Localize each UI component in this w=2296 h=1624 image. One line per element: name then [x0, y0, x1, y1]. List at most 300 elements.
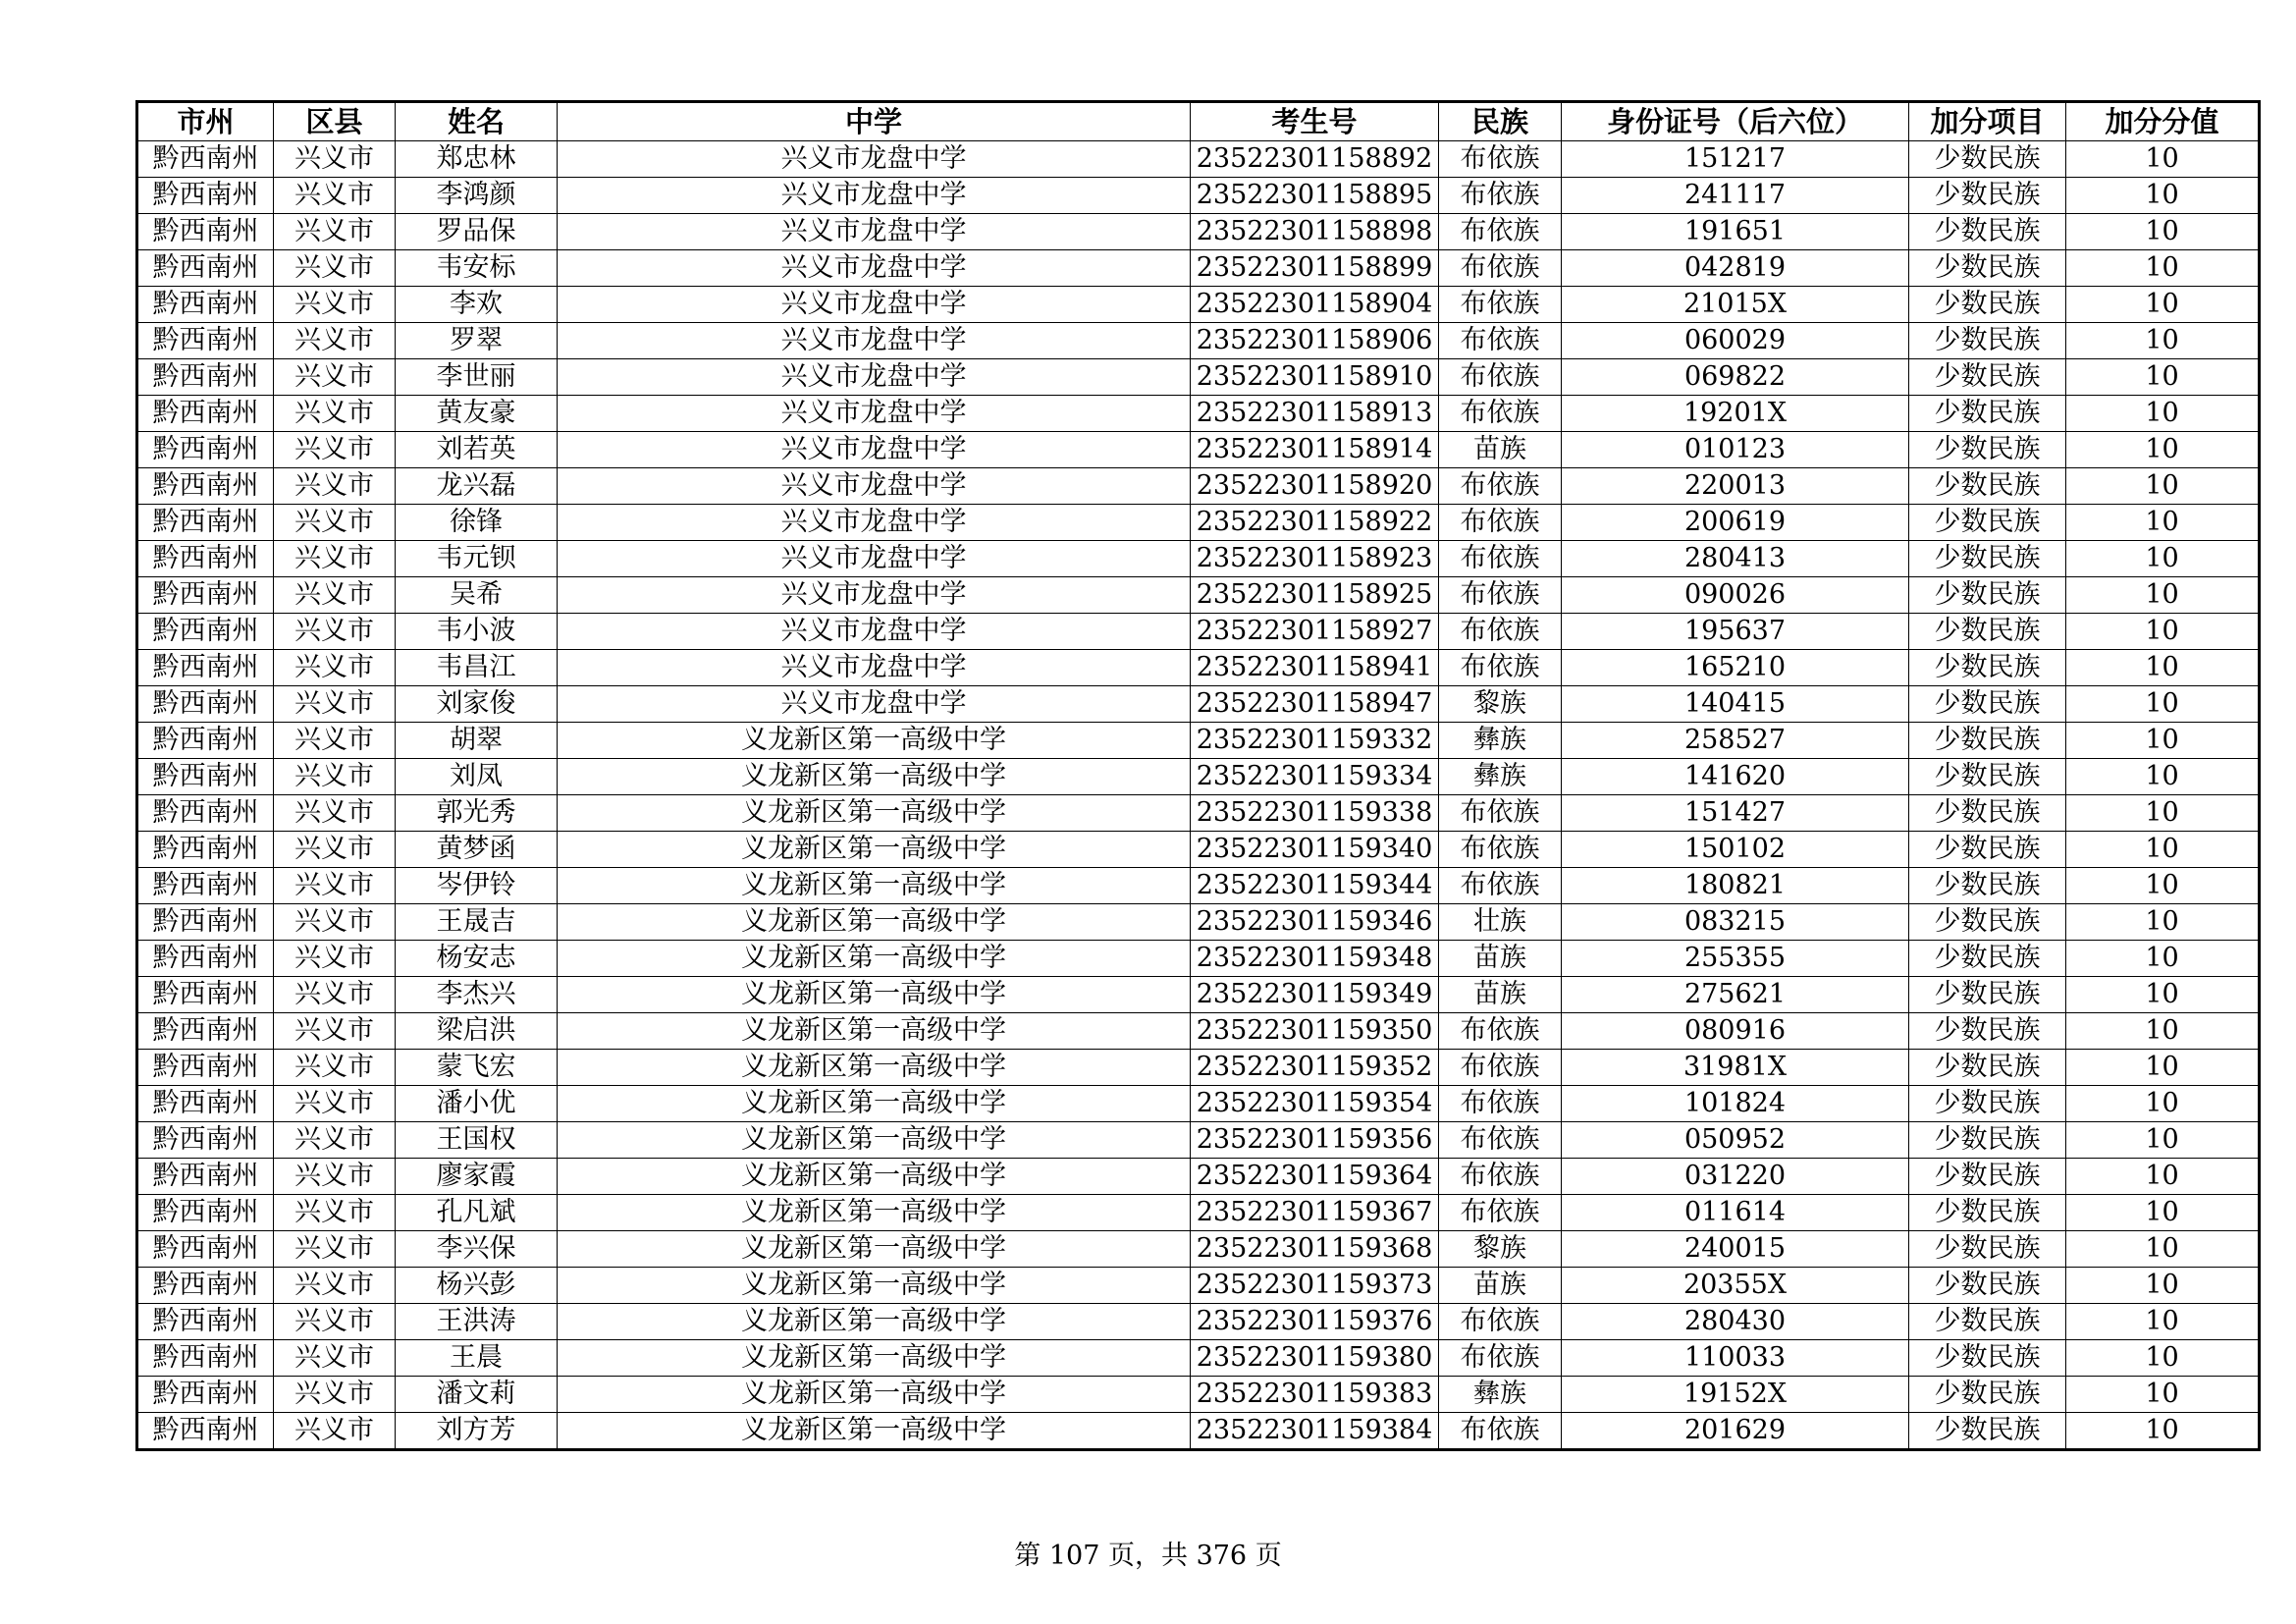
- cell-ethnicity: 布依族: [1439, 868, 1562, 904]
- cell-school: 义龙新区第一高级中学: [558, 1013, 1191, 1050]
- cell-bonus-value: 10: [2066, 141, 2260, 178]
- cell-bonus-item: 少数民族: [1909, 868, 2066, 904]
- cell-school: 兴义市龙盘中学: [558, 468, 1191, 505]
- cell-exam-number: 23522301158892: [1191, 141, 1439, 178]
- cell-name: 韦安标: [396, 250, 558, 287]
- cell-id-last-six: 080916: [1562, 1013, 1909, 1050]
- cell-school: 义龙新区第一高级中学: [558, 868, 1191, 904]
- cell-ethnicity: 布依族: [1439, 141, 1562, 178]
- cell-ethnicity: 彝族: [1439, 759, 1562, 795]
- cell-county: 兴义市: [274, 1195, 396, 1231]
- cell-bonus-item: 少数民族: [1909, 396, 2066, 432]
- table-row: [137, 1304, 2260, 1340]
- cell-school: 兴义市龙盘中学: [558, 505, 1191, 541]
- cell-school: 兴义市龙盘中学: [558, 432, 1191, 468]
- cell-school: 义龙新区第一高级中学: [558, 1304, 1191, 1340]
- cell-id-last-six: 31981X: [1562, 1050, 1909, 1086]
- cell-bonus-item: 少数民族: [1909, 1195, 2066, 1231]
- cell-bonus-item: 少数民族: [1909, 1231, 2066, 1268]
- table-row: [137, 505, 2260, 541]
- cell-city: 黔西南州: [137, 577, 274, 614]
- cell-city: 黔西南州: [137, 396, 274, 432]
- cell-bonus-value: 10: [2066, 977, 2260, 1013]
- table-row: [137, 941, 2260, 977]
- cell-id-last-six: 011614: [1562, 1195, 1909, 1231]
- cell-county: 兴义市: [274, 1377, 396, 1413]
- cell-name: 蒙飞宏: [396, 1050, 558, 1086]
- cell-id-last-six: 050952: [1562, 1122, 1909, 1159]
- cell-ethnicity: 布依族: [1439, 1013, 1562, 1050]
- cell-bonus-value: 10: [2066, 359, 2260, 396]
- cell-city: 黔西南州: [137, 432, 274, 468]
- cell-school: 义龙新区第一高级中学: [558, 759, 1191, 795]
- cell-county: 兴义市: [274, 832, 396, 868]
- cell-exam-number: 23522301159364: [1191, 1159, 1439, 1195]
- cell-county: 兴义市: [274, 577, 396, 614]
- table-row: [137, 432, 2260, 468]
- cell-id-last-six: 20355X: [1562, 1268, 1909, 1304]
- cell-exam-number: 23522301158922: [1191, 505, 1439, 541]
- cell-school: 义龙新区第一高级中学: [558, 977, 1191, 1013]
- cell-ethnicity: 布依族: [1439, 1195, 1562, 1231]
- cell-exam-number: 23522301158925: [1191, 577, 1439, 614]
- cell-ethnicity: 布依族: [1439, 1122, 1562, 1159]
- cell-city: 黔西南州: [137, 977, 274, 1013]
- table-row: [137, 359, 2260, 396]
- cell-bonus-value: 10: [2066, 1413, 2260, 1450]
- header-bonus-item: 加分项目: [1909, 102, 2066, 141]
- cell-exam-number: 23522301159346: [1191, 904, 1439, 941]
- cell-county: 兴义市: [274, 1122, 396, 1159]
- table-row: [137, 1159, 2260, 1195]
- cell-school: 兴义市龙盘中学: [558, 577, 1191, 614]
- cell-exam-number: 23522301159352: [1191, 1050, 1439, 1086]
- cell-id-last-six: 031220: [1562, 1159, 1909, 1195]
- cell-name: 韦昌江: [396, 650, 558, 686]
- cell-name: 罗翠: [396, 323, 558, 359]
- cell-name: 岑伊铃: [396, 868, 558, 904]
- cell-name: 郑忠林: [396, 141, 558, 178]
- cell-ethnicity: 布依族: [1439, 323, 1562, 359]
- cell-school: 兴义市龙盘中学: [558, 141, 1191, 178]
- cell-bonus-item: 少数民族: [1909, 977, 2066, 1013]
- cell-bonus-item: 少数民族: [1909, 759, 2066, 795]
- cell-ethnicity: 布依族: [1439, 287, 1562, 323]
- table-row: [137, 1050, 2260, 1086]
- cell-ethnicity: 布依族: [1439, 505, 1562, 541]
- cell-ethnicity: 布依族: [1439, 468, 1562, 505]
- cell-id-last-six: 275621: [1562, 977, 1909, 1013]
- cell-id-last-six: 010123: [1562, 432, 1909, 468]
- cell-bonus-item: 少数民族: [1909, 1086, 2066, 1122]
- cell-city: 黔西南州: [137, 941, 274, 977]
- cell-school: 兴义市龙盘中学: [558, 359, 1191, 396]
- cell-ethnicity: 布依族: [1439, 214, 1562, 250]
- cell-county: 兴义市: [274, 141, 396, 178]
- cell-bonus-item: 少数民族: [1909, 795, 2066, 832]
- table-row: [137, 1195, 2260, 1231]
- cell-ethnicity: 壮族: [1439, 904, 1562, 941]
- cell-county: 兴义市: [274, 1413, 396, 1450]
- cell-bonus-item: 少数民族: [1909, 941, 2066, 977]
- table-row: [137, 541, 2260, 577]
- cell-county: 兴义市: [274, 904, 396, 941]
- cell-bonus-value: 10: [2066, 614, 2260, 650]
- table-row: [137, 396, 2260, 432]
- cell-bonus-value: 10: [2066, 323, 2260, 359]
- cell-county: 兴义市: [274, 468, 396, 505]
- cell-city: 黔西南州: [137, 468, 274, 505]
- cell-bonus-item: 少数民族: [1909, 250, 2066, 287]
- cell-school: 兴义市龙盘中学: [558, 396, 1191, 432]
- table-row: [137, 759, 2260, 795]
- cell-school: 义龙新区第一高级中学: [558, 832, 1191, 868]
- cell-ethnicity: 苗族: [1439, 432, 1562, 468]
- cell-school: 兴义市龙盘中学: [558, 323, 1191, 359]
- cell-name: 李欢: [396, 287, 558, 323]
- cell-city: 黔西南州: [137, 650, 274, 686]
- cell-name: 罗品保: [396, 214, 558, 250]
- cell-name: 黄梦函: [396, 832, 558, 868]
- cell-city: 黔西南州: [137, 868, 274, 904]
- cell-county: 兴义市: [274, 432, 396, 468]
- cell-city: 黔西南州: [137, 1304, 274, 1340]
- cell-name: 潘小优: [396, 1086, 558, 1122]
- cell-ethnicity: 布依族: [1439, 795, 1562, 832]
- cell-city: 黔西南州: [137, 1050, 274, 1086]
- cell-exam-number: 23522301159368: [1191, 1231, 1439, 1268]
- cell-school: 义龙新区第一高级中学: [558, 795, 1191, 832]
- cell-id-last-six: 069822: [1562, 359, 1909, 396]
- cell-school: 义龙新区第一高级中学: [558, 1122, 1191, 1159]
- cell-exam-number: 23522301159340: [1191, 832, 1439, 868]
- cell-city: 黔西南州: [137, 832, 274, 868]
- cell-bonus-item: 少数民族: [1909, 505, 2066, 541]
- cell-exam-number: 23522301158920: [1191, 468, 1439, 505]
- cell-exam-number: 23522301159384: [1191, 1413, 1439, 1450]
- cell-bonus-value: 10: [2066, 505, 2260, 541]
- cell-name: 刘凤: [396, 759, 558, 795]
- cell-bonus-item: 少数民族: [1909, 1413, 2066, 1450]
- cell-name: 杨安志: [396, 941, 558, 977]
- cell-name: 郭光秀: [396, 795, 558, 832]
- cell-name: 胡翠: [396, 723, 558, 759]
- cell-name: 王洪涛: [396, 1304, 558, 1340]
- cell-bonus-value: 10: [2066, 1195, 2260, 1231]
- cell-bonus-item: 少数民族: [1909, 577, 2066, 614]
- cell-ethnicity: 布依族: [1439, 614, 1562, 650]
- cell-bonus-item: 少数民族: [1909, 686, 2066, 723]
- cell-bonus-value: 10: [2066, 686, 2260, 723]
- cell-county: 兴义市: [274, 868, 396, 904]
- cell-ethnicity: 布依族: [1439, 1086, 1562, 1122]
- cell-id-last-six: 042819: [1562, 250, 1909, 287]
- cell-county: 兴义市: [274, 505, 396, 541]
- table-row: [137, 723, 2260, 759]
- table-row: [137, 614, 2260, 650]
- cell-city: 黔西南州: [137, 541, 274, 577]
- cell-ethnicity: 布依族: [1439, 396, 1562, 432]
- cell-bonus-item: 少数民族: [1909, 1304, 2066, 1340]
- cell-bonus-value: 10: [2066, 868, 2260, 904]
- cell-exam-number: 23522301158898: [1191, 214, 1439, 250]
- cell-id-last-six: 191651: [1562, 214, 1909, 250]
- cell-city: 黔西南州: [137, 1377, 274, 1413]
- cell-name: 杨兴彭: [396, 1268, 558, 1304]
- table-row: [137, 1086, 2260, 1122]
- table-row: [137, 178, 2260, 214]
- cell-school: 兴义市龙盘中学: [558, 541, 1191, 577]
- cell-bonus-item: 少数民族: [1909, 287, 2066, 323]
- cell-school: 义龙新区第一高级中学: [558, 1195, 1191, 1231]
- cell-county: 兴义市: [274, 759, 396, 795]
- cell-name: 刘家俊: [396, 686, 558, 723]
- cell-bonus-value: 10: [2066, 1159, 2260, 1195]
- cell-school: 义龙新区第一高级中学: [558, 1231, 1191, 1268]
- cell-bonus-item: 少数民族: [1909, 1050, 2066, 1086]
- cell-bonus-value: 10: [2066, 1122, 2260, 1159]
- cell-city: 黔西南州: [137, 323, 274, 359]
- cell-county: 兴义市: [274, 541, 396, 577]
- cell-id-last-six: 195637: [1562, 614, 1909, 650]
- cell-ethnicity: 苗族: [1439, 977, 1562, 1013]
- cell-bonus-value: 10: [2066, 1086, 2260, 1122]
- cell-bonus-value: 10: [2066, 1013, 2260, 1050]
- cell-name: 徐锋: [396, 505, 558, 541]
- cell-name: 韦小波: [396, 614, 558, 650]
- cell-county: 兴义市: [274, 650, 396, 686]
- table-row: [137, 323, 2260, 359]
- cell-ethnicity: 布依族: [1439, 250, 1562, 287]
- cell-bonus-item: 少数民族: [1909, 832, 2066, 868]
- table-row: [137, 1013, 2260, 1050]
- table-header-row: [137, 102, 2260, 141]
- cell-exam-number: 23522301158914: [1191, 432, 1439, 468]
- cell-id-last-six: 150102: [1562, 832, 1909, 868]
- cell-ethnicity: 布依族: [1439, 832, 1562, 868]
- cell-bonus-value: 10: [2066, 250, 2260, 287]
- cell-city: 黔西南州: [137, 1268, 274, 1304]
- cell-city: 黔西南州: [137, 1159, 274, 1195]
- cell-county: 兴义市: [274, 1340, 396, 1377]
- cell-name: 李世丽: [396, 359, 558, 396]
- cell-exam-number: 23522301158904: [1191, 287, 1439, 323]
- cell-ethnicity: 布依族: [1439, 1159, 1562, 1195]
- cell-exam-number: 23522301159348: [1191, 941, 1439, 977]
- cell-bonus-item: 少数民族: [1909, 359, 2066, 396]
- cell-city: 黔西南州: [137, 1195, 274, 1231]
- cell-bonus-value: 10: [2066, 650, 2260, 686]
- cell-city: 黔西南州: [137, 214, 274, 250]
- cell-bonus-value: 10: [2066, 396, 2260, 432]
- cell-city: 黔西南州: [137, 759, 274, 795]
- cell-ethnicity: 布依族: [1439, 541, 1562, 577]
- cell-county: 兴义市: [274, 1159, 396, 1195]
- cell-name: 孔凡斌: [396, 1195, 558, 1231]
- header-exam-number: 考生号: [1191, 102, 1439, 141]
- cell-exam-number: 23522301159334: [1191, 759, 1439, 795]
- cell-school: 兴义市龙盘中学: [558, 686, 1191, 723]
- cell-bonus-item: 少数民族: [1909, 432, 2066, 468]
- cell-bonus-item: 少数民族: [1909, 1340, 2066, 1377]
- cell-bonus-item: 少数民族: [1909, 1159, 2066, 1195]
- cell-exam-number: 23522301159344: [1191, 868, 1439, 904]
- table-row: [137, 250, 2260, 287]
- table-row: [137, 1377, 2260, 1413]
- cell-id-last-six: 151427: [1562, 795, 1909, 832]
- cell-exam-number: 23522301158906: [1191, 323, 1439, 359]
- cell-ethnicity: 布依族: [1439, 577, 1562, 614]
- cell-ethnicity: 布依族: [1439, 1304, 1562, 1340]
- cell-id-last-six: 165210: [1562, 650, 1909, 686]
- cell-bonus-item: 少数民族: [1909, 468, 2066, 505]
- cell-name: 刘方芳: [396, 1413, 558, 1450]
- cell-county: 兴义市: [274, 1086, 396, 1122]
- cell-bonus-item: 少数民族: [1909, 214, 2066, 250]
- cell-school: 义龙新区第一高级中学: [558, 904, 1191, 941]
- cell-bonus-value: 10: [2066, 1304, 2260, 1340]
- table-row: [137, 650, 2260, 686]
- cell-bonus-value: 10: [2066, 795, 2260, 832]
- cell-name: 梁启洪: [396, 1013, 558, 1050]
- cell-id-last-six: 21015X: [1562, 287, 1909, 323]
- cell-city: 黔西南州: [137, 250, 274, 287]
- cell-id-last-six: 241117: [1562, 178, 1909, 214]
- cell-exam-number: 23522301159350: [1191, 1013, 1439, 1050]
- table-row: [137, 141, 2260, 178]
- table-body: [137, 141, 2260, 1450]
- cell-ethnicity: 布依族: [1439, 650, 1562, 686]
- cell-school: 义龙新区第一高级中学: [558, 941, 1191, 977]
- cell-county: 兴义市: [274, 178, 396, 214]
- cell-name: 李鸿颜: [396, 178, 558, 214]
- cell-exam-number: 23522301159367: [1191, 1195, 1439, 1231]
- table-row: [137, 214, 2260, 250]
- cell-school: 义龙新区第一高级中学: [558, 1268, 1191, 1304]
- header-county: 区县: [274, 102, 396, 141]
- cell-city: 黔西南州: [137, 1122, 274, 1159]
- table-row: [137, 868, 2260, 904]
- cell-county: 兴义市: [274, 795, 396, 832]
- cell-ethnicity: 布依族: [1439, 359, 1562, 396]
- cell-exam-number: 23522301159338: [1191, 795, 1439, 832]
- cell-ethnicity: 布依族: [1439, 178, 1562, 214]
- cell-id-last-six: 140415: [1562, 686, 1909, 723]
- cell-exam-number: 23522301159356: [1191, 1122, 1439, 1159]
- cell-city: 黔西南州: [137, 614, 274, 650]
- cell-school: 义龙新区第一高级中学: [558, 1086, 1191, 1122]
- table-row: [137, 832, 2260, 868]
- cell-city: 黔西南州: [137, 1340, 274, 1377]
- cell-id-last-six: 19201X: [1562, 396, 1909, 432]
- cell-exam-number: 23522301158910: [1191, 359, 1439, 396]
- cell-school: 义龙新区第一高级中学: [558, 723, 1191, 759]
- cell-city: 黔西南州: [137, 141, 274, 178]
- cell-id-last-six: 240015: [1562, 1231, 1909, 1268]
- cell-id-last-six: 110033: [1562, 1340, 1909, 1377]
- cell-ethnicity: 布依族: [1439, 1050, 1562, 1086]
- cell-exam-number: 23522301158899: [1191, 250, 1439, 287]
- cell-school: 兴义市龙盘中学: [558, 650, 1191, 686]
- table-row: [137, 977, 2260, 1013]
- cell-ethnicity: 彝族: [1439, 1377, 1562, 1413]
- cell-bonus-value: 10: [2066, 541, 2260, 577]
- cell-bonus-item: 少数民族: [1909, 1013, 2066, 1050]
- cell-id-last-six: 200619: [1562, 505, 1909, 541]
- cell-name: 李杰兴: [396, 977, 558, 1013]
- page-footer: 第 107 页，共 376 页: [1014, 1541, 1282, 1571]
- cell-bonus-value: 10: [2066, 1377, 2260, 1413]
- cell-bonus-value: 10: [2066, 1268, 2260, 1304]
- cell-ethnicity: 黎族: [1439, 686, 1562, 723]
- table-row: [137, 287, 2260, 323]
- cell-county: 兴义市: [274, 250, 396, 287]
- cell-exam-number: 23522301159383: [1191, 1377, 1439, 1413]
- cell-county: 兴义市: [274, 614, 396, 650]
- cell-school: 兴义市龙盘中学: [558, 178, 1191, 214]
- cell-exam-number: 23522301159332: [1191, 723, 1439, 759]
- cell-name: 王国权: [396, 1122, 558, 1159]
- cell-school: 义龙新区第一高级中学: [558, 1159, 1191, 1195]
- table-row: [137, 1340, 2260, 1377]
- cell-id-last-six: 258527: [1562, 723, 1909, 759]
- cell-city: 黔西南州: [137, 904, 274, 941]
- cell-bonus-value: 10: [2066, 432, 2260, 468]
- cell-id-last-six: 220013: [1562, 468, 1909, 505]
- table-row: [137, 1413, 2260, 1450]
- cell-county: 兴义市: [274, 1231, 396, 1268]
- cell-name: 吴希: [396, 577, 558, 614]
- cell-county: 兴义市: [274, 214, 396, 250]
- cell-name: 韦元钡: [396, 541, 558, 577]
- cell-city: 黔西南州: [137, 1086, 274, 1122]
- cell-name: 廖家霞: [396, 1159, 558, 1195]
- cell-county: 兴义市: [274, 323, 396, 359]
- cell-id-last-six: 141620: [1562, 759, 1909, 795]
- cell-name: 龙兴磊: [396, 468, 558, 505]
- cell-bonus-item: 少数民族: [1909, 541, 2066, 577]
- cell-name: 黄友豪: [396, 396, 558, 432]
- cell-county: 兴义市: [274, 686, 396, 723]
- cell-name: 王晨: [396, 1340, 558, 1377]
- cell-bonus-value: 10: [2066, 214, 2260, 250]
- cell-city: 黔西南州: [137, 1413, 274, 1450]
- cell-county: 兴义市: [274, 941, 396, 977]
- table-row: [137, 795, 2260, 832]
- cell-exam-number: 23522301158913: [1191, 396, 1439, 432]
- cell-exam-number: 23522301159380: [1191, 1340, 1439, 1377]
- cell-city: 黔西南州: [137, 795, 274, 832]
- cell-exam-number: 23522301159354: [1191, 1086, 1439, 1122]
- cell-id-last-six: 201629: [1562, 1413, 1909, 1450]
- cell-bonus-value: 10: [2066, 178, 2260, 214]
- cell-bonus-value: 10: [2066, 723, 2260, 759]
- cell-county: 兴义市: [274, 287, 396, 323]
- cell-id-last-six: 19152X: [1562, 1377, 1909, 1413]
- cell-exam-number: 23522301158927: [1191, 614, 1439, 650]
- cell-bonus-value: 10: [2066, 577, 2260, 614]
- cell-exam-number: 23522301158923: [1191, 541, 1439, 577]
- cell-bonus-value: 10: [2066, 1231, 2260, 1268]
- cell-id-last-six: 090026: [1562, 577, 1909, 614]
- table-row: [137, 904, 2260, 941]
- cell-city: 黔西南州: [137, 359, 274, 396]
- cell-id-last-six: 151217: [1562, 141, 1909, 178]
- cell-ethnicity: 黎族: [1439, 1231, 1562, 1268]
- header-id-last-six: 身份证号（后六位）: [1562, 102, 1909, 141]
- cell-city: 黔西南州: [137, 1013, 274, 1050]
- cell-exam-number: 23522301159349: [1191, 977, 1439, 1013]
